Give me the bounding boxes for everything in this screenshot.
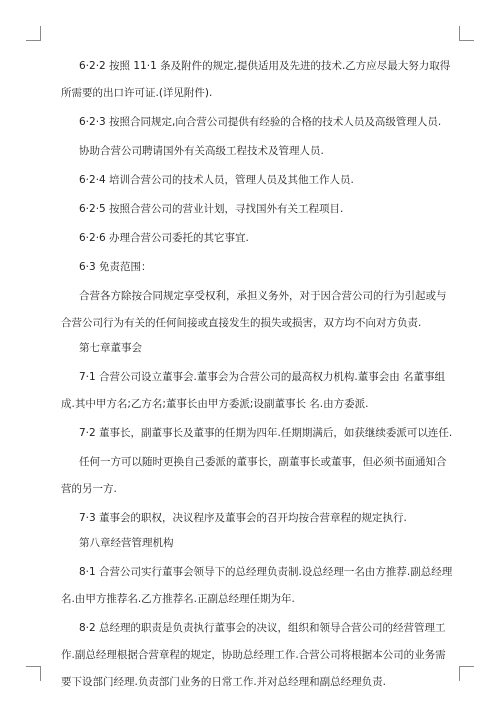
text-line: 8·2 总经理的职责是负责执行董事会的决议，组织和领导合营公司的经营管理工 <box>79 622 446 634</box>
text-line: 6·2·5 按照合营公司的营业计划，寻找国外有关工程项目. <box>79 203 344 215</box>
text-line: 所需要的出口许可证.(详见附件). <box>61 87 213 99</box>
crop-mark-top-left <box>26 26 41 41</box>
text-line: 8·1 合营公司实行董事会领导下的总经理负责制.设总经理一名由方推荐.副总经理 <box>79 566 453 578</box>
text-line: 6·2·3 按照合同规定,向合营公司提供有经验的合格的技术人员及高级管理人员. <box>79 116 442 128</box>
chapter-heading: 第八章经营管理机构 <box>79 537 174 549</box>
crop-mark-top-right <box>459 26 474 41</box>
document-body <box>61 60 453 689</box>
text-line: 名.由甲方推荐名.乙方推荐名.正副总经理任期为年. <box>61 593 295 605</box>
text-line: 成.其中甲方名;乙方名;董事长由甲方委派;设副董事长 名.由方委派. <box>61 398 369 410</box>
text-line: 要下设部门经理.负责部门业务的日常工作.并对总经理和副总经理负责. <box>61 676 387 688</box>
text-line: 7·1 合营公司设立董事会.董事会为合营公司的最高权力机构.董事会由 名董事组 <box>79 371 446 383</box>
text-line: 合营各方除按合同规定享受权利，承担义务外，对于因合营公司的行为引起或与 <box>79 290 447 302</box>
text-line: 7·2 董事长，副董事长及董事的任期为四年.任期期满后，如获继续委派可以连任. <box>79 427 453 439</box>
text-line: 营的另一方. <box>61 483 117 495</box>
text-line: 7·3 董事会的职权，决议程序及董事会的召开均按合营章程的规定执行. <box>79 512 407 524</box>
crop-mark-bottom-left <box>26 666 41 681</box>
text-line: 合营公司行为有关的任何间接或直接发生的损失或损害，双方均不向对方负责. <box>61 317 422 329</box>
chapter-heading: 第七章董事会 <box>79 342 142 354</box>
text-line: 6·2·6 办理合营公司委托的其它事宜. <box>79 232 249 244</box>
section-heading: 6·3 免责范围： <box>79 261 152 273</box>
crop-mark-bottom-right <box>459 666 474 681</box>
text-line: 任何一方可以随时更换自己委派的董事长，副董事长或董事，但必须书面通知合 <box>79 456 447 468</box>
text-line: 作.副总经理根据合营章程的规定，协助总经理工作.合营公司将根据本公司的业务需 <box>61 649 446 661</box>
text-line: 6·2·4 培训合营公司的技术人员，管理人员及其他工作人员. <box>79 174 354 186</box>
text-line: 协助合营公司聘请国外有关高级工程技术及管理人员. <box>79 145 324 157</box>
text-line: 6·2·2 按照 11·1 条及附件的规定,提供适用及先进的技术.乙方应尽最大努力取得 <box>79 60 451 72</box>
